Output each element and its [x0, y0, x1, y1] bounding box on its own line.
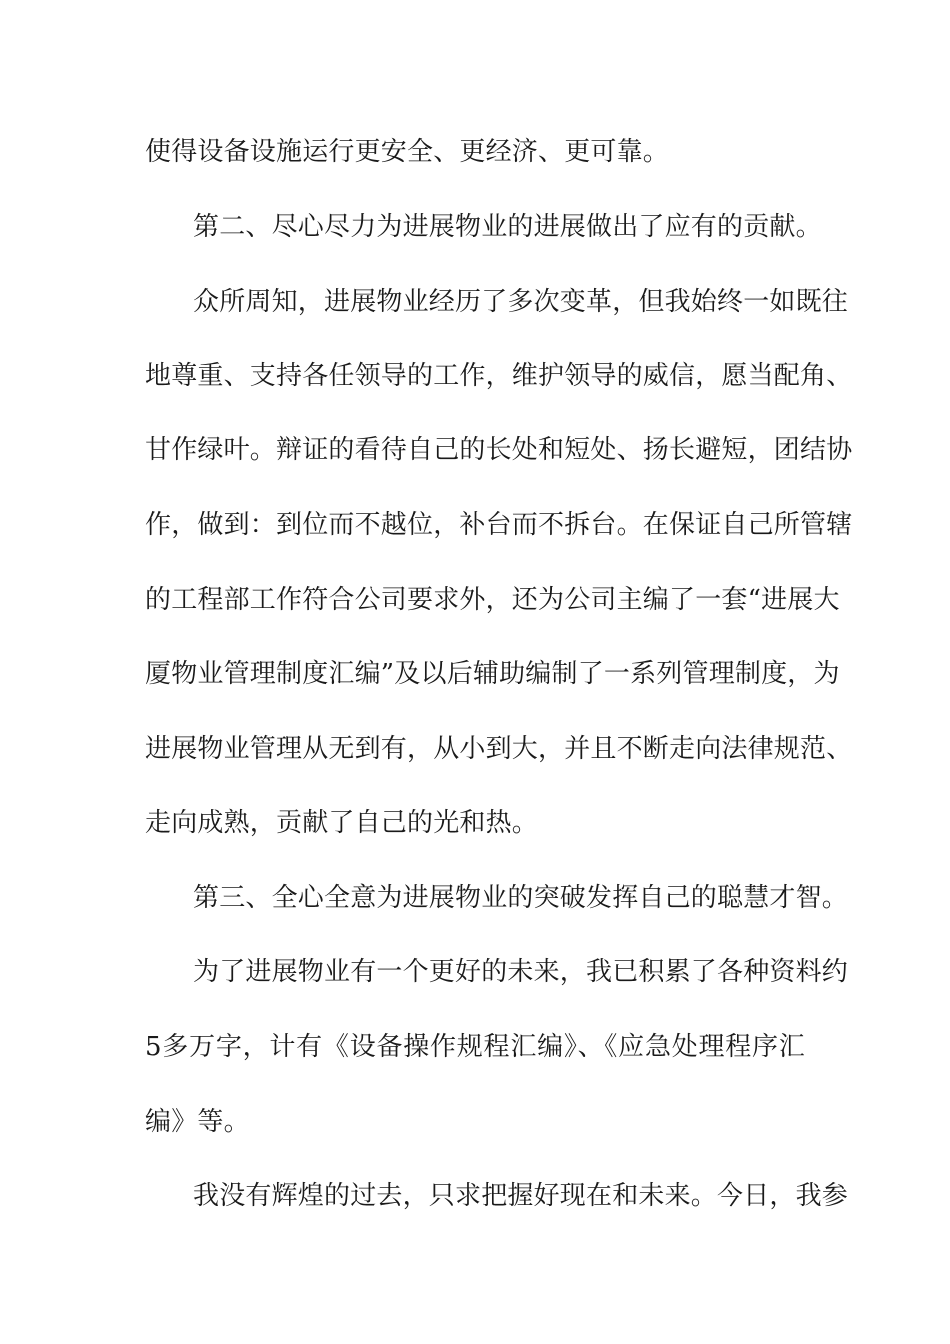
text-line: 地尊重、支持各任领导的工作，维护领导的威信，愿当配角、: [145, 361, 853, 391]
text-line: 我没有辉煌的过去，只求把握好现在和未来。今日，我参: [193, 1181, 849, 1211]
text-line: 走向成熟，贡献了自己的光和热。: [145, 808, 539, 838]
text-line: 为了进展物业有一个更好的未来，我已积累了各种资料约: [193, 957, 849, 987]
text-line: 的工程部工作符合公司要求外，还为公司主编了一套“进展大: [145, 585, 840, 615]
section-heading: 第三、全心全意为进展物业的突破发挥自己的聪慧才智。: [193, 883, 849, 913]
text-line: 众所周知，进展物业经历了多次变革，但我始终一如既往: [193, 287, 849, 317]
section-heading: 第二、尽心尽力为进展物业的进展做出了应有的贡献。: [193, 212, 822, 242]
text-line: 进展物业管理从无到有，从小到大，并且不断走向法律规范、: [145, 734, 853, 764]
text-line: 5多万字，计有《设备操作规程汇编》、《应急处理程序汇: [145, 1032, 805, 1062]
text-line: 厦物业管理制度汇编”及以后辅助编制了一系列管理制度，为: [145, 659, 840, 689]
text-line: 作，做到：到位而不越位，补台而不拆台。在保证自己所管辖: [145, 510, 853, 540]
text-line: 使得设备设施运行更安全、更经济、更可靠。: [145, 137, 670, 167]
text-line: 编》等。: [145, 1107, 250, 1137]
text-line: 甘作绿叶。辩证的看待自己的长处和短处、扬长避短，团结协: [145, 435, 853, 465]
